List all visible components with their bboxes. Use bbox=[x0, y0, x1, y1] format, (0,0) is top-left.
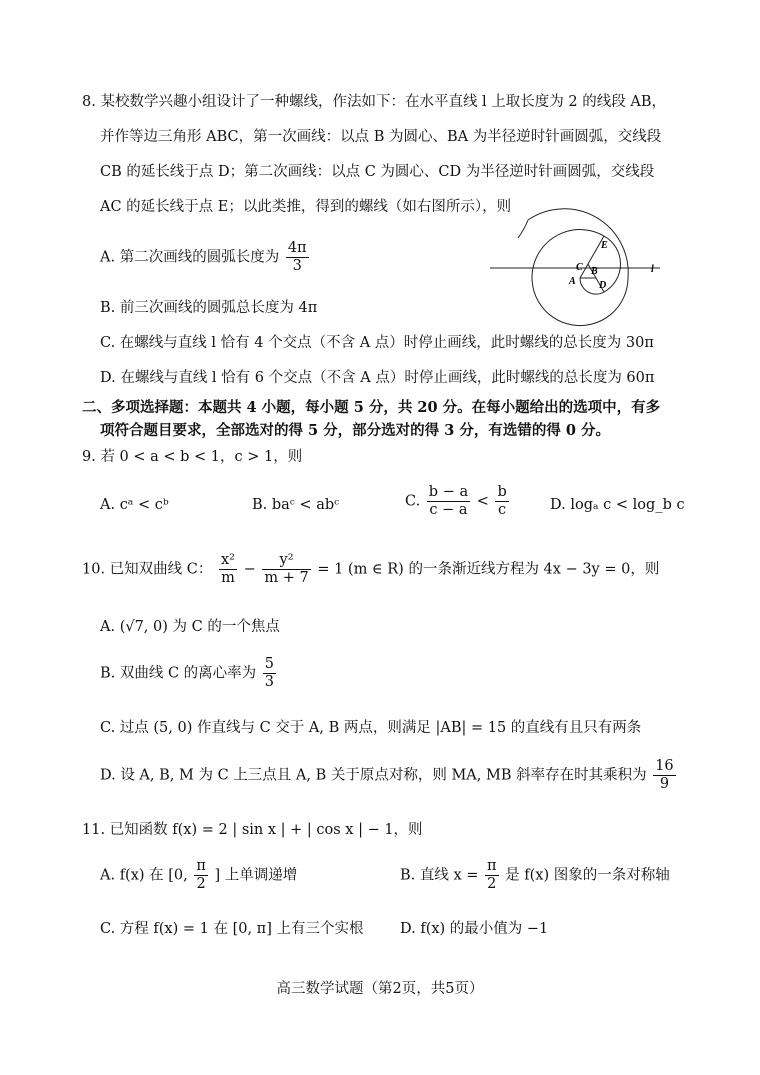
q9-option-c-num2: b bbox=[497, 484, 507, 500]
q10-option-b bbox=[100, 656, 278, 691]
q10-option-d-fraction bbox=[653, 758, 675, 793]
q9-option-c-fraction2 bbox=[495, 484, 508, 519]
label-l: l bbox=[651, 264, 654, 275]
q11-option-b-num: π bbox=[487, 858, 497, 874]
q10-option-b-num: 5 bbox=[264, 656, 275, 672]
q11-option-a-fraction bbox=[194, 858, 208, 893]
q10-stem bbox=[82, 552, 659, 587]
q11-option-a bbox=[100, 858, 297, 893]
q9-option-c-fraction1 bbox=[427, 484, 470, 519]
q8-line4: AC 的延长线于点 E；以此类推，得到的螺线（如右图所示），则 bbox=[100, 199, 512, 215]
q11-option-a-num: π bbox=[196, 858, 206, 874]
q10-frac2-den: m + 7 bbox=[264, 570, 309, 586]
q10-option-d-text: D. 设 A, B, M 为 C 上三点且 A, B 关于原点对称，则 MA, MB 斜率存在时其乘积为 bbox=[100, 767, 647, 784]
q11-option-a-den: 2 bbox=[196, 876, 206, 892]
q10-frac2-num: y² bbox=[262, 552, 310, 570]
q11-option-c: C. 方程 f(x) = 1 在 [0, π] 上有三个实根 bbox=[100, 921, 364, 937]
q8-option-a-text: A. 第二次画线的圆弧长度为 bbox=[100, 249, 280, 266]
section2-heading-line2: 项符合题目要求，全部选对的得 5 分，部分选对的得 3 分，有选错的得 0 分。 bbox=[100, 422, 611, 439]
q10-option-c: C. 过点 (5, 0) 作直线与 C 交于 A, B 两点，则满足 |AB| = 15 的直线有且只有两条 bbox=[100, 720, 642, 736]
label-c: C bbox=[576, 262, 583, 273]
q8-option-a-num: 4π bbox=[287, 240, 307, 256]
q8-line2: 并作等边三角形 ABC，第一次画线：以点 B 为圆心、BA 为半径逆时针画圆弧，交线段 bbox=[100, 129, 662, 145]
q10-option-a: A. (√7, 0) 为 C 的一个焦点 bbox=[100, 619, 280, 635]
q9-option-c-den1: c − a bbox=[429, 502, 468, 518]
q10-option-d-den: 9 bbox=[659, 776, 670, 792]
label-b: B bbox=[591, 266, 598, 277]
q11-option-b-fraction bbox=[485, 858, 499, 893]
label-e: E bbox=[601, 240, 608, 251]
q11-option-b-den: 2 bbox=[487, 876, 497, 892]
q9-option-c-den2: c bbox=[498, 502, 507, 518]
q10-option-d-num: 16 bbox=[655, 758, 674, 774]
q8-option-c: C. 在螺线与直线 l 恰有 4 个交点（不含 A 点）时停止画线，此时螺线的总长度为 30π bbox=[100, 335, 654, 351]
q9-option-c-num1: b − a bbox=[428, 484, 469, 500]
q9-stem: 9. 若 0 < a < b < 1，c > 1，则 bbox=[82, 449, 303, 465]
q9-option-b: B. baᶜ < abᶜ bbox=[252, 497, 340, 513]
q8-option-a-fraction bbox=[286, 240, 309, 275]
q10-option-b-fraction bbox=[263, 656, 276, 691]
q9-option-c-less-than: < bbox=[476, 493, 489, 510]
q10-option-d bbox=[100, 758, 678, 793]
q8-option-a bbox=[100, 240, 311, 275]
q8-line1: 8. 某校数学兴趣小组设计了一种螺线，作法如下：在水平直线 l 上取长度为 2 的线段 AB， bbox=[82, 94, 666, 110]
q10-frac1-num: x² bbox=[220, 552, 235, 568]
q9-option-c-label: C. bbox=[405, 493, 421, 510]
q10-frac1-den: m bbox=[221, 570, 235, 586]
q10-stem-prefix: 10. 已知双曲线 C： bbox=[82, 561, 213, 578]
q11-stem: 11. 已知函数 f(x) = 2 | sin x | + | cos x | − 1，则 bbox=[82, 822, 423, 838]
q8-option-d: D. 在螺线与直线 l 恰有 6 个交点（不含 A 点）时停止画线，此时螺线的总长度为 60π bbox=[100, 370, 655, 386]
page-footer: 高三数学试题（第2页，共5页） bbox=[276, 981, 484, 997]
q11-option-a-suffix: ] 上单调递增 bbox=[214, 867, 298, 884]
q9-option-a: A. cᵃ < cᵇ bbox=[100, 497, 169, 513]
q8-option-a-den: 3 bbox=[292, 258, 302, 274]
q11-option-a-prefix: A. f(x) 在 [0, bbox=[100, 867, 188, 884]
q9-option-c bbox=[405, 484, 511, 519]
q8-line3: CB 的延长线于点 D；第二次画线：以点 C 为圆心、CD 为半径逆时针画圆弧，交线段 bbox=[100, 164, 655, 180]
q11-option-b-prefix: B. 直线 x = bbox=[400, 867, 479, 884]
q10-stem-suffix: = 1 (m ∈ R) 的一条渐近线方程为 4x − 3y = 0，则 bbox=[317, 561, 660, 578]
label-a: A bbox=[569, 276, 576, 287]
q11-option-b-suffix: 是 f(x) 图象的一条对称轴 bbox=[505, 867, 670, 884]
q10-frac1 bbox=[219, 552, 237, 587]
section2-heading-line1: 二、多项选择题：本题共 4 小题，每小题 5 分，共 20 分。在每小题给出的选项中，有多 bbox=[82, 399, 661, 416]
q10-minus: − bbox=[243, 561, 256, 578]
spiral-figure bbox=[488, 208, 668, 328]
q8-option-b: B. 前三次画线的圆弧总长度为 4π bbox=[100, 300, 318, 316]
q11-option-b bbox=[400, 858, 670, 893]
q10-option-b-text: B. 双曲线 C 的离心率为 bbox=[100, 665, 257, 682]
q10-frac2 bbox=[262, 552, 310, 587]
q9-option-d: D. logₐ c < log_b c bbox=[550, 497, 685, 513]
arc-5 bbox=[518, 220, 528, 238]
label-d: D bbox=[599, 280, 607, 291]
q10-option-b-den: 3 bbox=[264, 674, 275, 690]
q11-option-d: D. f(x) 的最小值为 −1 bbox=[400, 921, 549, 937]
